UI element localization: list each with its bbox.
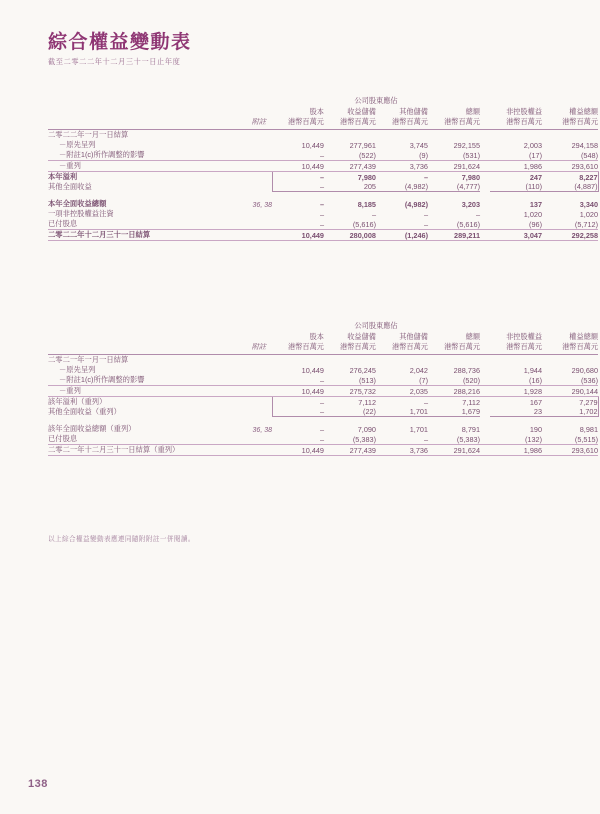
row-note: [234, 385, 272, 396]
cell-revenue-reserves: [324, 129, 376, 140]
column-gap: [480, 385, 490, 396]
column-gap: [480, 129, 490, 140]
cell-share-capital: –: [272, 375, 324, 386]
cell-other-reserves: 3,736: [376, 445, 428, 456]
row-note: [234, 354, 272, 365]
cell-other-reserves: [376, 129, 428, 140]
cell-non-controlling: 1,986: [490, 160, 542, 171]
table-row: [48, 407, 598, 417]
page-title: 綜合權益變動表: [48, 32, 192, 53]
table-row: [48, 160, 598, 171]
cell-other-reserves: –: [423, 210, 428, 220]
column-gap: [480, 150, 490, 161]
cell-total-equity: (548): [542, 150, 598, 161]
col-header-non-controlling: 非控股權益 港幣百萬元: [506, 107, 543, 127]
cell-other-reserves: 2,042: [409, 365, 428, 375]
cell-non-controlling: 1,986: [490, 445, 542, 456]
cell-total-equity: 294,158: [571, 140, 599, 150]
row-label: －重列: [48, 160, 234, 171]
row-label: 本年溢利: [48, 171, 78, 181]
column-header-row: [48, 332, 598, 353]
cell-total-equity: 292,258: [542, 230, 598, 241]
cell-share-capital: –: [272, 182, 324, 192]
cell-total: 292,155: [453, 140, 481, 150]
table-row: [48, 171, 598, 182]
cell-share-capital: –: [272, 150, 324, 161]
table-row: [48, 209, 598, 219]
cell-revenue-reserves: 7,112: [324, 396, 376, 407]
row-note: [234, 171, 272, 182]
table-row: [48, 140, 598, 150]
row-label: 已付股息: [48, 219, 234, 230]
cell-total: 1,679: [428, 407, 480, 417]
cell-total: (5,383): [428, 434, 480, 445]
cell-share-capital: –: [319, 425, 324, 435]
row-label: －原先呈列: [59, 139, 96, 149]
cell-total-equity: (5,712): [542, 219, 598, 230]
cell-other-reserves: –: [376, 219, 428, 230]
cell-total: 3,203: [461, 200, 481, 210]
row-note: [234, 434, 272, 445]
cell-total-equity: 8,227: [542, 171, 598, 182]
column-gap: [480, 434, 490, 445]
cell-revenue-reserves: [324, 354, 376, 365]
column-gap: [480, 445, 490, 456]
cell-total: [428, 129, 480, 140]
cell-non-controlling: (16): [490, 375, 542, 386]
col-header-note: 附註: [251, 342, 266, 352]
cell-revenue-reserves: (22): [324, 407, 376, 417]
cell-non-controlling: 3,047: [490, 230, 542, 241]
row-label: 二零二一年一月一日結算: [48, 354, 129, 364]
cell-total: (531): [428, 150, 480, 161]
cell-share-capital: –: [272, 396, 324, 407]
table-header-2021: [48, 321, 598, 354]
cell-total: (520): [428, 375, 480, 386]
row-label: －附註1(c)所作調整的影響: [48, 375, 234, 386]
cell-total-equity: 1,702: [542, 407, 598, 417]
cell-share-capital: 10,449: [301, 140, 324, 150]
cell-total-equity: 7,279: [542, 396, 598, 407]
cell-non-controlling: (110): [490, 182, 542, 192]
row-note: [234, 129, 272, 140]
col-header-total: 總額 港幣百萬元: [444, 107, 481, 127]
cell-total: 7,980: [428, 171, 480, 182]
row-label: 一項非控股權益注資: [48, 209, 114, 219]
cell-share-capital: [272, 129, 324, 140]
table-row: [48, 375, 598, 386]
row-note: [234, 375, 272, 386]
col-header-note: 附註: [251, 117, 266, 127]
table-row: [48, 219, 598, 230]
column-gap: [480, 140, 490, 150]
row-note: [234, 407, 272, 417]
column-gap: [480, 354, 490, 365]
page-number: 138: [28, 778, 48, 790]
col-header-share-capital: 股本 港幣百萬元: [288, 107, 324, 127]
equity-table-2022: [48, 96, 599, 241]
cell-total: 291,624: [428, 160, 480, 171]
column-gap: [480, 209, 490, 219]
cell-share-capital: –: [319, 210, 324, 220]
cell-share-capital: –: [319, 200, 324, 210]
table-body-2021: [48, 354, 598, 456]
table-row: [48, 396, 598, 407]
row-note: [234, 160, 272, 171]
column-gap: [480, 424, 490, 434]
row-label: －重列: [48, 385, 234, 396]
cell-total-equity: (4,887): [542, 182, 598, 192]
cell-share-capital: 10,449: [272, 385, 324, 396]
cell-other-reserves: 1,701: [409, 425, 428, 435]
col-header-total: 總額 港幣百萬元: [444, 332, 481, 352]
table-row: [48, 199, 598, 209]
cell-share-capital: –: [272, 219, 324, 230]
cell-revenue-reserves: (522): [324, 150, 376, 161]
cell-revenue-reserves: (5,383): [324, 434, 376, 445]
cell-other-reserves: –: [376, 171, 428, 182]
cell-revenue-reserves: 7,980: [324, 171, 376, 182]
cell-other-reserves: 3,736: [376, 160, 428, 171]
row-note: [234, 140, 272, 150]
table-row: [48, 434, 598, 445]
cell-total: 7,112: [428, 396, 480, 407]
cell-other-reserves: (1,246): [376, 230, 428, 241]
cell-total-equity: 1,020: [579, 210, 599, 220]
col-header-total-equity: 權益總額 港幣百萬元: [562, 332, 599, 352]
table-body-2022: [48, 129, 598, 241]
row-label: 已付股息: [48, 434, 234, 445]
cell-total: 291,624: [428, 445, 480, 456]
column-gap: [480, 199, 490, 209]
cell-other-reserves: 3,745: [409, 140, 428, 150]
cell-non-controlling: 23: [490, 407, 542, 417]
row-note: 36, 38: [252, 202, 272, 210]
row-label: 二零二一年十二月三十一日結算（重列）: [48, 445, 234, 456]
column-header-row: [48, 107, 598, 128]
cell-share-capital: 10,449: [272, 160, 324, 171]
cell-total: (4,777): [428, 182, 480, 192]
table-row: [48, 150, 598, 161]
cell-revenue-reserves: 277,961: [349, 140, 376, 150]
col-header-non-controlling: 非控股權益 港幣百萬元: [506, 332, 543, 352]
cell-total-equity: 293,610: [542, 445, 598, 456]
cell-share-capital: 10,449: [272, 445, 324, 456]
row-note: [234, 445, 272, 456]
cell-revenue-reserves: 276,245: [349, 365, 376, 375]
column-gap: [480, 219, 490, 230]
cell-non-controlling: 167: [490, 396, 542, 407]
cell-share-capital: –: [272, 171, 324, 182]
cell-revenue-reserves: –: [371, 210, 376, 220]
table-row: [48, 182, 598, 192]
cell-revenue-reserves: 277,439: [324, 445, 376, 456]
cell-total-equity: 290,144: [542, 385, 598, 396]
cell-other-reserves: –: [376, 396, 428, 407]
column-gap: [480, 396, 490, 407]
row-label: 二零二二年一月一日結算: [48, 129, 129, 139]
row-label: 該年全面收益總額（重列）: [48, 424, 136, 434]
column-gap: [480, 375, 490, 386]
column-gap: [480, 407, 490, 417]
row-note: [234, 365, 272, 375]
cell-total: 8,791: [461, 425, 481, 435]
group-header-label: 公司股東應佔: [354, 321, 398, 330]
cell-total: 288,216: [428, 385, 480, 396]
cell-other-reserves: 1,701: [376, 407, 428, 417]
column-gap: [480, 182, 490, 192]
cell-non-controlling: 1,944: [523, 365, 543, 375]
cell-non-controlling: 137: [529, 200, 543, 210]
cell-non-controlling: 1,928: [490, 385, 542, 396]
cell-total-equity: 8,981: [579, 425, 599, 435]
row-label: 其他全面收益: [48, 181, 92, 191]
cell-revenue-reserves: 7,090: [357, 425, 376, 435]
col-header-share-capital: 股本 港幣百萬元: [288, 332, 324, 352]
row-note: [234, 209, 272, 219]
cell-non-controlling: (96): [490, 219, 542, 230]
cell-total: [428, 354, 480, 365]
cell-non-controlling: [490, 129, 542, 140]
column-gap: [480, 171, 490, 182]
cell-revenue-reserves: 275,732: [324, 385, 376, 396]
col-header-revenue-reserves: 收益儲備 港幣百萬元: [340, 107, 376, 127]
cell-other-reserves: [376, 354, 428, 365]
cell-total-equity: (536): [542, 375, 598, 386]
cell-other-reserves: (4,982): [404, 200, 428, 210]
row-note: [234, 150, 272, 161]
table-row: [48, 365, 598, 375]
table-row: [48, 385, 598, 396]
table-row: [48, 230, 598, 241]
cell-non-controlling: [490, 354, 542, 365]
row-label: 本年全面收益總額: [48, 199, 107, 209]
cell-revenue-reserves: (513): [324, 375, 376, 386]
cell-revenue-reserves: 8,185: [357, 200, 376, 210]
cell-share-capital: 10,449: [272, 230, 324, 241]
cell-other-reserves: (7): [376, 375, 428, 386]
table-header-2022: [48, 96, 598, 129]
cell-share-capital: –: [272, 407, 324, 417]
cell-other-reserves: (9): [376, 150, 428, 161]
row-note: [234, 219, 272, 230]
cell-total-equity: [542, 354, 598, 365]
col-header-revenue-reserves: 收益儲備 港幣百萬元: [340, 332, 376, 352]
cell-share-capital: –: [272, 434, 324, 445]
row-label: 該年溢利（重列）: [48, 396, 107, 406]
table-row: [48, 129, 598, 140]
row-note: [234, 230, 272, 241]
page-subtitle: 截至二零二二年十二月三十一日止年度: [48, 57, 181, 66]
row-label: 其他全面收益（重列）: [48, 406, 121, 416]
row-label: －原先呈列: [59, 364, 96, 374]
cell-non-controlling: 190: [529, 425, 543, 435]
cell-share-capital: [272, 354, 324, 365]
cell-total-equity: 3,340: [579, 200, 599, 210]
cell-non-controlling: 247: [490, 171, 542, 182]
column-gap: [480, 160, 490, 171]
cell-revenue-reserves: 280,008: [324, 230, 376, 241]
equity-table-2021: [48, 321, 599, 456]
col-header-other-reserves: 其他儲備 港幣百萬元: [392, 332, 428, 352]
cell-total-equity: 293,610: [542, 160, 598, 171]
cell-other-reserves: 2,035: [376, 385, 428, 396]
cell-other-reserves: (4,982): [376, 182, 428, 192]
cell-revenue-reserves: 205: [324, 182, 376, 192]
cell-total: 289,211: [428, 230, 480, 241]
cell-total-equity: 290,680: [571, 365, 599, 375]
cell-revenue-reserves: (5,616): [324, 219, 376, 230]
row-note: [234, 182, 272, 192]
table-row: [48, 424, 598, 434]
group-header-row: [48, 96, 598, 106]
col-header-total-equity: 權益總額 港幣百萬元: [562, 107, 599, 127]
cell-total: (5,616): [428, 219, 480, 230]
column-gap: [480, 230, 490, 241]
cell-share-capital: 10,449: [301, 365, 324, 375]
cell-non-controlling: 1,020: [523, 210, 543, 220]
table-row: [48, 354, 598, 365]
cell-non-controlling: (17): [490, 150, 542, 161]
column-gap: [480, 365, 490, 375]
group-header-label: 公司股東應佔: [354, 96, 398, 105]
row-note: 36, 38: [252, 427, 272, 435]
row-spacer: [48, 192, 598, 200]
row-label: 二零二二年十二月三十一日結算: [48, 230, 234, 241]
cell-total: –: [475, 210, 481, 220]
row-label: －附註1(c)所作調整的影響: [48, 150, 234, 161]
cell-non-controlling: 2,003: [523, 140, 543, 150]
table-row: [48, 445, 598, 456]
cell-other-reserves: –: [376, 434, 428, 445]
group-header-row: [48, 321, 598, 331]
row-note: [234, 396, 272, 407]
cell-total-equity: (5,515): [542, 434, 598, 445]
cell-total: 288,736: [453, 365, 481, 375]
footnote: 以上綜合權益變動表應連同隨附附註一併閱讀。: [48, 536, 195, 543]
row-spacer: [48, 417, 598, 425]
cell-non-controlling: (132): [490, 434, 542, 445]
cell-revenue-reserves: 277,439: [324, 160, 376, 171]
cell-total-equity: [542, 129, 598, 140]
col-header-other-reserves: 其他儲備 港幣百萬元: [392, 107, 428, 127]
